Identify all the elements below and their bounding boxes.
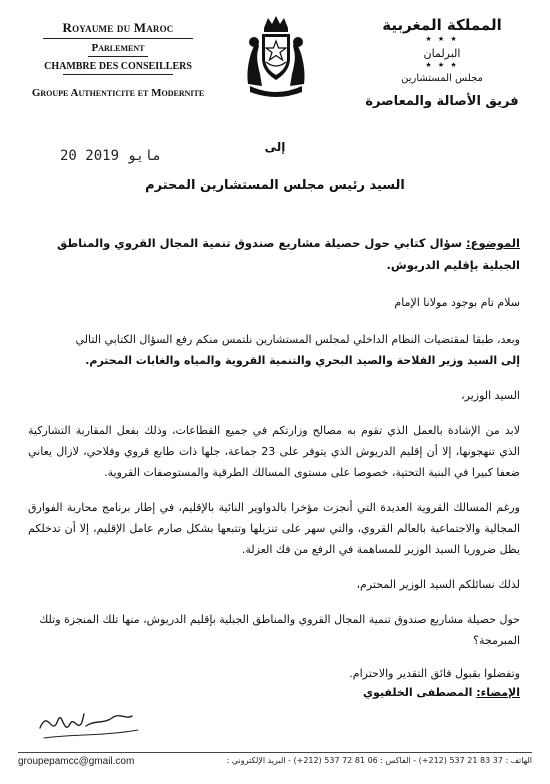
signature-block <box>363 686 520 699</box>
header-divider <box>63 74 173 75</box>
paragraph-3: لذلك نسائلكم السيد الوزير المحترم، <box>356 578 520 591</box>
handwritten-signature-icon <box>34 698 144 746</box>
header-left-group: Groupe Authenticite et Modernite <box>31 87 205 99</box>
header-divider <box>88 56 148 57</box>
intro-paragraph: وبعد، طبقا لمقتضيات النظام الداخلي لمجلس المستشارين نلتمس منكم رفع السؤال الكتابي التالي <box>75 333 520 346</box>
signatory-name: المصطفى الخلفيوي <box>362 686 473 699</box>
footer-email: groupepamcc@gmail.com <box>18 756 135 767</box>
date-stamp: 20 مايو 2019 <box>60 148 162 164</box>
stars-divider-icon: ★ ★ ★ <box>425 61 459 69</box>
header-left-parliament: Parlement <box>91 42 145 54</box>
signature-label: الإمضاء: <box>476 686 520 699</box>
header-left-kingdom: Royaume du Maroc <box>62 20 174 35</box>
footer-contact: الهاتف : 37 83 21 537 (212+) - الفاكس : 06 81 72 537 (212+) - البريد الإلكتروني : <box>226 756 532 765</box>
subject-label: الموضوع: <box>466 236 520 250</box>
header-divider <box>43 38 193 39</box>
stars-divider-icon: ★ ★ ★ <box>425 35 459 43</box>
header-left <box>18 20 218 99</box>
paragraph-1: لابد من الإشادة بالعمل الذي تقوم به مصالح وزارتكم في جميع القطاعات، وذلك بفعل المقاربة التشاركية الذي تنهجونها، إلا أن إقليم الدريوش الذي يتوفر على 23 جماعة، جلها ذات طابع قروي وفلاحي، لازال يعاني ضعفا كبيرا في البنية التحتية، خصوصا على مستوى المسالك الطرقية والمستوصفات القروية. <box>28 424 520 479</box>
minister-line: إلى السيد وزير الفلاحة والصيد البحري والتنمية القروية والمياه والغابات المحترم. <box>85 354 520 367</box>
paragraph-2: ورغم المسالك القروية العديدة التي أنجزت مؤخرا بالدواوير النائية بالإقليم، في إطار برنامج محاربة الفوارق المجالية والاجتماعية بالعالم القروي، والتي سهر على تنزيلها وتتبعها بشكل صارم عامل الإقليم، إلا أن تدخلكم يظل ضروريا السيد الوزير للمساهمة في الرفع من فك العزلة. <box>28 501 520 556</box>
header-right-group: فريق الأصالة والمعاصرة <box>365 94 519 109</box>
recipient: السيد رئيس مجلس المستشارين المحترم <box>145 178 405 193</box>
header-right-parliament: البرلمان <box>423 47 461 60</box>
question-paragraph: حول حصيلة مشاريع صندوق تنمية المجال القروي والمناطق الجبلية بإقليم الدريوش، منها تلك المنجزة وتلك المبرمجة؟ <box>39 613 520 647</box>
coat-of-arms-icon <box>244 14 308 98</box>
footer-divider <box>18 752 532 753</box>
header-right <box>352 16 532 109</box>
header-right-chamber: مجلس المستشارين <box>401 73 483 84</box>
greeting: سلام تام بوجود مولانا الإمام <box>394 296 520 309</box>
closing-line: وتفضلوا بقبول فائق التقدير والاحترام. <box>349 667 520 680</box>
letter-body <box>28 232 520 684</box>
salutation: السيد الوزير، <box>461 389 520 402</box>
subject-text: سؤال كتابي حول حصيلة مشاريع صندوق تنمية المجال القروي والمناطق الجبلية بإقليم الدريوش. <box>56 236 520 272</box>
subject-line <box>28 232 520 276</box>
header-right-kingdom: المملكة المغربية <box>382 16 502 34</box>
to-label: إلى <box>264 140 286 154</box>
header-left-chamber: CHAMBRE DES CONSEILLERS <box>44 61 192 72</box>
